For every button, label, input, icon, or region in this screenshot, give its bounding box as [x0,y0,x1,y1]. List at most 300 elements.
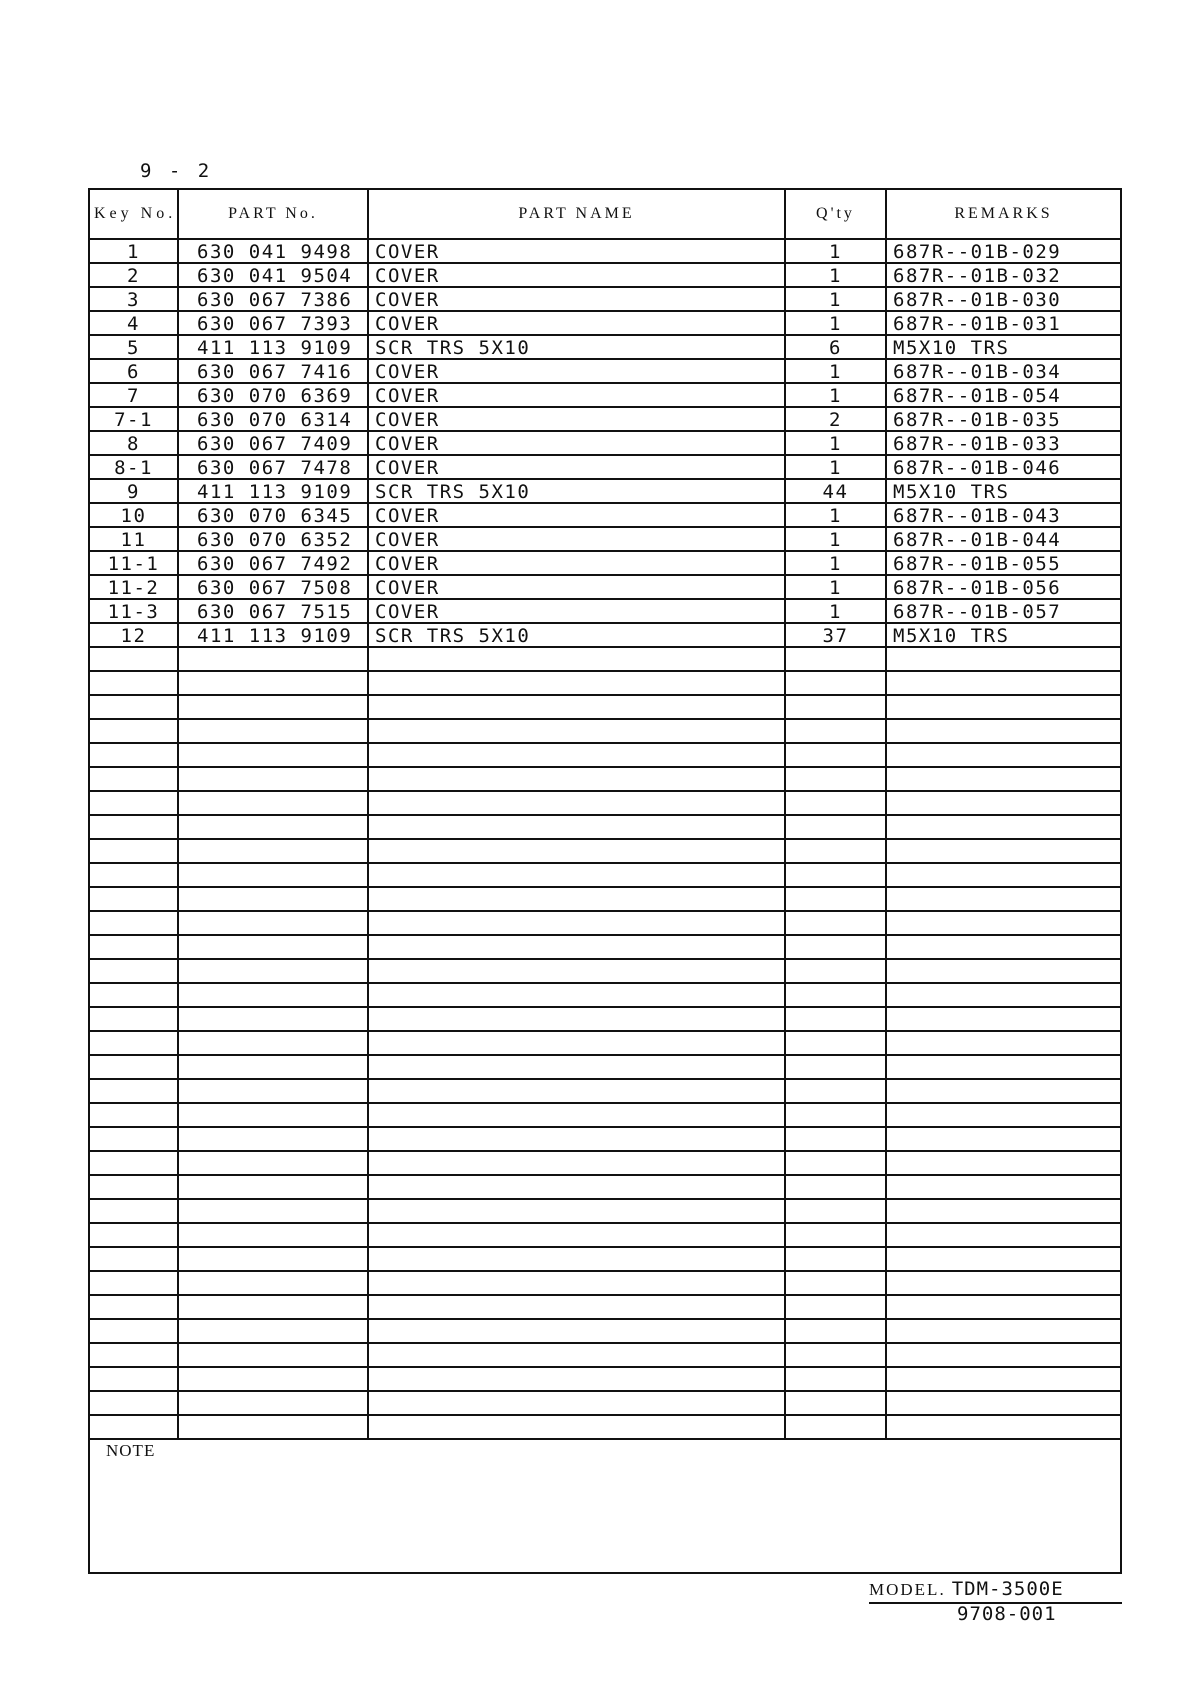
cell-part-name: COVER [368,287,785,311]
model-value: TDM-3500E [951,1578,1064,1600]
cell-part-no [178,695,368,719]
cell-part-name: COVER [368,359,785,383]
cell-part-name: COVER [368,383,785,407]
note-box [88,1431,1122,1574]
empty-table-row [89,647,1121,671]
cell-qty [785,1391,886,1415]
cell-remarks [886,863,1121,887]
table-row [89,455,1121,479]
cell-qty [785,1271,886,1295]
cell-part-name [368,743,785,767]
empty-table-row [89,743,1121,767]
cell-part-name [368,695,785,719]
cell-remarks: 687R--01B-031 [886,311,1121,335]
cell-part-name [368,959,785,983]
empty-table-row [89,1247,1121,1271]
empty-table-row [89,959,1121,983]
cell-remarks [886,647,1121,671]
cell-part-name [368,1079,785,1103]
empty-table-row [89,1223,1121,1247]
cell-part-name [368,1367,785,1391]
cell-key: 10 [89,503,178,527]
cell-part-no: 630 067 7508 [178,575,368,599]
cell-key: 9 [89,479,178,503]
cell-remarks [886,983,1121,1007]
cell-part-no [178,1103,368,1127]
cell-part-name [368,1055,785,1079]
empty-table-row [89,1175,1121,1199]
cell-part-no [178,887,368,911]
cell-part-name [368,1007,785,1031]
cell-key [89,983,178,1007]
cell-part-name: COVER [368,599,785,623]
cell-part-no [178,1127,368,1151]
table-row [89,479,1121,503]
cell-part-no: 630 067 7492 [178,551,368,575]
table-row [89,335,1121,359]
table-row [89,407,1121,431]
cell-qty [785,1319,886,1343]
cell-qty [785,959,886,983]
cell-remarks [886,791,1121,815]
cell-part-no [178,863,368,887]
cell-part-name: COVER [368,431,785,455]
cell-qty: 1 [785,527,886,551]
cell-part-no: 630 041 9504 [178,263,368,287]
empty-table-row [89,791,1121,815]
cell-part-no: 630 070 6345 [178,503,368,527]
cell-part-no [178,1199,368,1223]
cell-part-name [368,647,785,671]
cell-part-name [368,671,785,695]
cell-key [89,815,178,839]
cell-qty: 1 [785,287,886,311]
header-remarks: REMARKS [886,189,1121,239]
cell-remarks [886,1295,1121,1319]
cell-part-name [368,719,785,743]
cell-part-name [368,1199,785,1223]
cell-part-name [368,1271,785,1295]
cell-remarks: 687R--01B-043 [886,503,1121,527]
cell-qty [785,1031,886,1055]
cell-qty: 44 [785,479,886,503]
cell-part-name [368,1151,785,1175]
cell-part-name [368,1247,785,1271]
cell-key: 11-1 [89,551,178,575]
empty-table-row [89,1367,1121,1391]
cell-part-name [368,983,785,1007]
cell-key: 11-2 [89,575,178,599]
cell-remarks: 687R--01B-054 [886,383,1121,407]
empty-table-row [89,719,1121,743]
cell-qty [785,935,886,959]
parts-list-table [88,188,1122,1440]
empty-table-row [89,1031,1121,1055]
cell-remarks: 687R--01B-030 [886,287,1121,311]
empty-table-row [89,1103,1121,1127]
cell-qty: 2 [785,407,886,431]
cell-part-name: SCR TRS 5X10 [368,335,785,359]
empty-table-row [89,1271,1121,1295]
cell-qty [785,767,886,791]
cell-qty: 1 [785,503,886,527]
cell-key [89,1175,178,1199]
cell-key [89,1319,178,1343]
cell-remarks: 687R--01B-046 [886,455,1121,479]
cell-remarks: 687R--01B-055 [886,551,1121,575]
cell-part-no: 630 070 6352 [178,527,368,551]
cell-part-no [178,1391,368,1415]
cell-part-name [368,815,785,839]
cell-key [89,1247,178,1271]
cell-part-no: 411 113 9109 [178,623,368,647]
cell-qty [785,863,886,887]
cell-qty [785,1151,886,1175]
cell-remarks: M5X10 TRS [886,623,1121,647]
cell-remarks [886,1103,1121,1127]
cell-part-no [178,1319,368,1343]
cell-qty: 1 [785,263,886,287]
cell-qty [785,1367,886,1391]
cell-key [89,1199,178,1223]
cell-qty [785,671,886,695]
cell-qty: 1 [785,383,886,407]
cell-qty [785,983,886,1007]
cell-qty [785,791,886,815]
cell-part-name [368,791,785,815]
cell-qty: 6 [785,335,886,359]
cell-remarks [886,1175,1121,1199]
cell-part-no [178,959,368,983]
cell-part-name: COVER [368,407,785,431]
model-line [869,1578,1122,1604]
empty-table-row [89,1391,1121,1415]
cell-part-name: COVER [368,527,785,551]
cell-qty: 1 [785,575,886,599]
cell-part-name [368,911,785,935]
cell-part-no [178,791,368,815]
cell-part-no [178,1247,368,1271]
cell-remarks [886,1223,1121,1247]
cell-remarks [886,1031,1121,1055]
cell-remarks: 687R--01B-044 [886,527,1121,551]
empty-table-row [89,1007,1121,1031]
cell-part-name [368,1391,785,1415]
cell-remarks [886,1199,1121,1223]
cell-key: 1 [89,239,178,263]
cell-part-no [178,911,368,935]
cell-remarks: 687R--01B-056 [886,575,1121,599]
cell-qty [785,815,886,839]
cell-part-no [178,1031,368,1055]
cell-part-name: SCR TRS 5X10 [368,623,785,647]
cell-qty [785,695,886,719]
empty-table-row [89,671,1121,695]
table-row [89,263,1121,287]
cell-part-name [368,863,785,887]
cell-key: 5 [89,335,178,359]
cell-qty [785,647,886,671]
empty-table-row [89,1319,1121,1343]
cell-qty: 1 [785,431,886,455]
cell-key: 3 [89,287,178,311]
cell-part-no [178,1079,368,1103]
cell-part-no [178,1151,368,1175]
cell-key: 4 [89,311,178,335]
cell-qty [785,1343,886,1367]
cell-key: 2 [89,263,178,287]
cell-remarks [886,743,1121,767]
cell-key [89,695,178,719]
cell-part-no [178,647,368,671]
cell-part-no [178,743,368,767]
empty-table-row [89,983,1121,1007]
empty-table-row [89,911,1121,935]
cell-remarks [886,1271,1121,1295]
empty-table-row [89,1055,1121,1079]
cell-qty [785,887,886,911]
table-row [89,287,1121,311]
cell-qty: 1 [785,455,886,479]
empty-table-row [89,863,1121,887]
cell-key [89,1151,178,1175]
cell-part-no [178,983,368,1007]
cell-part-name: COVER [368,455,785,479]
cell-part-no: 630 067 7478 [178,455,368,479]
cell-remarks [886,767,1121,791]
empty-table-row [89,887,1121,911]
cell-part-no: 630 067 7515 [178,599,368,623]
cell-remarks: 687R--01B-032 [886,263,1121,287]
cell-qty: 1 [785,239,886,263]
cell-key [89,1295,178,1319]
cell-remarks [886,671,1121,695]
cell-part-no [178,719,368,743]
header-qty: Q'ty [785,189,886,239]
cell-remarks [886,815,1121,839]
cell-key [89,1127,178,1151]
table-row [89,527,1121,551]
empty-table-row [89,767,1121,791]
cell-part-name [368,1103,785,1127]
cell-key [89,1031,178,1055]
cell-qty: 37 [785,623,886,647]
cell-remarks [886,1343,1121,1367]
cell-part-name [368,1295,785,1319]
cell-part-name: COVER [368,263,785,287]
cell-key: 8-1 [89,455,178,479]
cell-remarks: 687R--01B-057 [886,599,1121,623]
cell-key: 12 [89,623,178,647]
cell-qty [785,1295,886,1319]
cell-part-no [178,935,368,959]
cell-remarks [886,719,1121,743]
empty-table-row [89,1127,1121,1151]
table-row [89,599,1121,623]
cell-remarks [886,935,1121,959]
cell-part-no: 630 070 6314 [178,407,368,431]
cell-key [89,1223,178,1247]
cell-remarks [886,1319,1121,1343]
cell-qty [785,743,886,767]
cell-remarks [886,1391,1121,1415]
cell-key [89,935,178,959]
cell-key [89,1103,178,1127]
cell-part-name: SCR TRS 5X10 [368,479,785,503]
cell-key [89,1079,178,1103]
cell-part-name [368,767,785,791]
cell-key: 7 [89,383,178,407]
cell-part-name: COVER [368,551,785,575]
cell-part-no [178,1367,368,1391]
cell-part-name [368,935,785,959]
empty-table-row [89,1295,1121,1319]
cell-part-no: 630 067 7409 [178,431,368,455]
cell-qty [785,1199,886,1223]
cell-remarks [886,959,1121,983]
cell-key [89,959,178,983]
cell-key: 7-1 [89,407,178,431]
cell-remarks [886,887,1121,911]
cell-part-no: 411 113 9109 [178,335,368,359]
cell-remarks: 687R--01B-034 [886,359,1121,383]
cell-part-no: 630 067 7386 [178,287,368,311]
cell-part-no [178,839,368,863]
cell-remarks: 687R--01B-029 [886,239,1121,263]
table-header-row [89,189,1121,239]
table-row [89,431,1121,455]
cell-part-name: COVER [368,239,785,263]
cell-part-name [368,1031,785,1055]
table-row [89,383,1121,407]
cell-key [89,767,178,791]
cell-remarks [886,839,1121,863]
cell-qty [785,1055,886,1079]
cell-key [89,1055,178,1079]
cell-qty [785,1079,886,1103]
cell-qty [785,911,886,935]
cell-qty: 1 [785,311,886,335]
cell-key: 8 [89,431,178,455]
cell-qty [785,719,886,743]
cell-key [89,791,178,815]
cell-remarks: 687R--01B-035 [886,407,1121,431]
cell-key [89,743,178,767]
cell-part-name [368,839,785,863]
cell-remarks [886,1247,1121,1271]
table-row [89,503,1121,527]
header-part-no: PART No. [178,189,368,239]
cell-qty [785,1247,886,1271]
empty-table-row [89,1151,1121,1175]
cell-part-no: 630 070 6369 [178,383,368,407]
cell-part-no: 630 041 9498 [178,239,368,263]
cell-remarks [886,1127,1121,1151]
cell-part-no: 630 067 7416 [178,359,368,383]
cell-part-no [178,815,368,839]
cell-remarks [886,1007,1121,1031]
cell-key: 6 [89,359,178,383]
cell-part-no: 411 113 9109 [178,479,368,503]
cell-qty [785,1007,886,1031]
model-label: MODEL. [869,1580,946,1599]
document-code: 9708-001 [957,1603,1057,1625]
cell-qty [785,839,886,863]
cell-part-no [178,1223,368,1247]
cell-key [89,1007,178,1031]
cell-remarks: M5X10 TRS [886,335,1121,359]
cell-key [89,839,178,863]
cell-part-name [368,1343,785,1367]
cell-qty [785,1103,886,1127]
table-row [89,551,1121,575]
cell-qty [785,1223,886,1247]
cell-remarks [886,1055,1121,1079]
empty-table-row [89,1343,1121,1367]
empty-table-row [89,839,1121,863]
cell-key [89,863,178,887]
table-row [89,311,1121,335]
cell-part-no [178,1175,368,1199]
cell-key [89,647,178,671]
cell-key [89,1271,178,1295]
cell-remarks [886,1151,1121,1175]
table-row [89,575,1121,599]
cell-part-name: COVER [368,575,785,599]
cell-key [89,1343,178,1367]
empty-table-row [89,935,1121,959]
cell-qty [785,1175,886,1199]
empty-table-row [89,695,1121,719]
cell-key [89,1367,178,1391]
cell-qty: 1 [785,359,886,383]
cell-remarks [886,911,1121,935]
cell-key [89,887,178,911]
cell-qty [785,1127,886,1151]
cell-part-name [368,1319,785,1343]
note-label: NOTE [106,1441,156,1460]
cell-remarks [886,1367,1121,1391]
cell-key [89,719,178,743]
cell-part-no [178,1055,368,1079]
cell-key [89,671,178,695]
cell-part-no [178,1271,368,1295]
cell-part-no [178,1295,368,1319]
cell-key: 11-3 [89,599,178,623]
cell-part-name [368,1127,785,1151]
cell-remarks: M5X10 TRS [886,479,1121,503]
cell-part-name: COVER [368,311,785,335]
cell-part-no: 630 067 7393 [178,311,368,335]
table-row [89,359,1121,383]
header-key-no: Key No. [89,189,178,239]
cell-key [89,911,178,935]
cell-part-no [178,1007,368,1031]
table-row [89,623,1121,647]
cell-qty: 1 [785,551,886,575]
cell-remarks [886,695,1121,719]
page-number: 9 - 2 [140,160,213,182]
table-row [89,239,1121,263]
cell-part-no [178,767,368,791]
cell-key [89,1391,178,1415]
cell-key: 11 [89,527,178,551]
cell-part-name [368,887,785,911]
cell-remarks: 687R--01B-033 [886,431,1121,455]
cell-part-no [178,671,368,695]
header-part-name: PART NAME [368,189,785,239]
cell-qty: 1 [785,599,886,623]
